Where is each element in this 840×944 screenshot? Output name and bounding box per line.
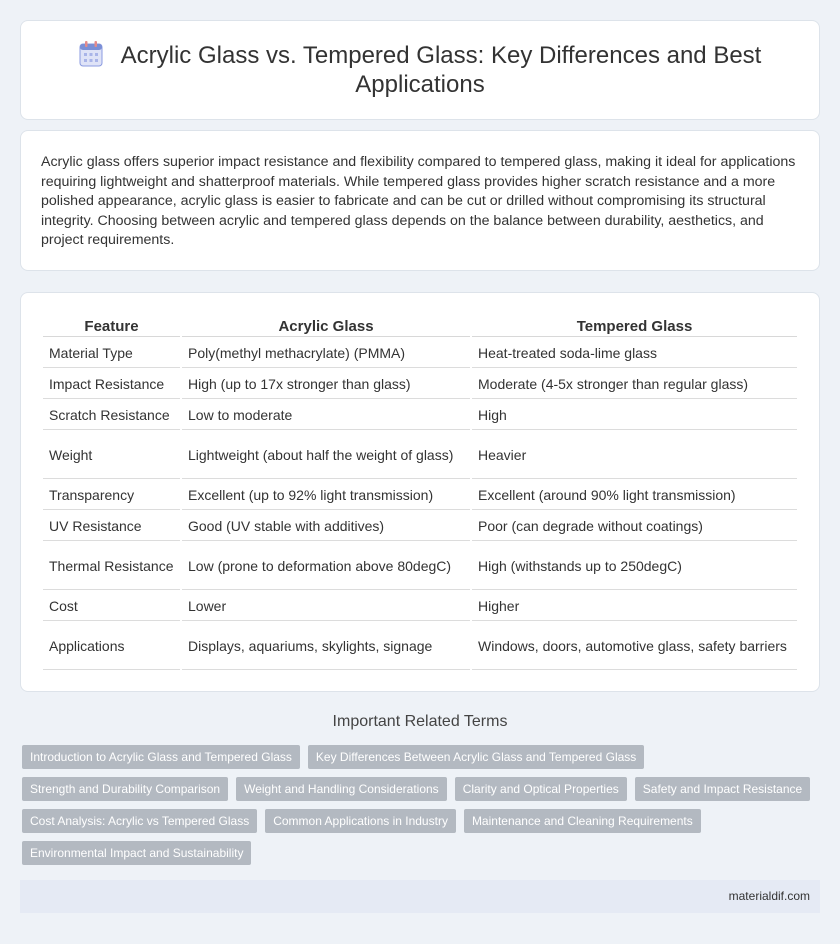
title-card bbox=[20, 20, 820, 120]
page-title bbox=[61, 41, 779, 99]
cell-tempered: Excellent (around 90% light transmission) bbox=[472, 481, 797, 510]
cell-acrylic: Low to moderate bbox=[182, 401, 470, 430]
cell-acrylic: Lightweight (about half the weight of glass) bbox=[182, 432, 470, 479]
header-acrylic: Acrylic Glass bbox=[182, 317, 470, 337]
cell-feature: Material Type bbox=[43, 339, 180, 368]
table-header-row bbox=[43, 317, 797, 337]
cell-tempered: High (withstands up to 250degC) bbox=[472, 543, 797, 590]
related-term-tag[interactable]: Strength and Durability Comparison bbox=[22, 777, 228, 801]
calendar-icon bbox=[79, 41, 103, 67]
header-tempered: Tempered Glass bbox=[472, 317, 797, 337]
cell-acrylic: Excellent (up to 92% light transmission) bbox=[182, 481, 470, 510]
summary-card bbox=[20, 130, 820, 271]
cell-acrylic: Lower bbox=[182, 592, 470, 621]
comparison-card bbox=[20, 292, 820, 692]
cell-tempered: Moderate (4-5x stronger than regular glass) bbox=[472, 370, 797, 399]
summary-text: Acrylic glass offers superior impact resistance and flexibility compared to tempered glass, making it ideal for applications requiring lightweight and shatterproof materials. While tempered glass provides higher scratch resistance and a more polished appearance, acrylic glass is easier to fabricate and can be cut or drilled without compromising its structural integrity. Choosing between acrylic and tempered glass depends on the balance between durability, aesthetics, and project requirements. bbox=[41, 154, 796, 249]
cell-tempered: Windows, doors, automotive glass, safety barriers bbox=[472, 623, 797, 670]
cell-feature: Thermal Resistance bbox=[43, 543, 180, 590]
cell-feature: Impact Resistance bbox=[43, 370, 180, 399]
cell-acrylic: Displays, aquariums, skylights, signage bbox=[182, 623, 470, 670]
table-row bbox=[43, 339, 797, 368]
table-row bbox=[43, 481, 797, 510]
table-row bbox=[43, 401, 797, 430]
cell-tempered: Heat-treated soda-lime glass bbox=[472, 339, 797, 368]
footer bbox=[20, 880, 820, 913]
related-terms-list bbox=[22, 745, 822, 873]
related-term-tag[interactable]: Environmental Impact and Sustainability bbox=[22, 841, 251, 865]
cell-feature: Scratch Resistance bbox=[43, 401, 180, 430]
tag-row bbox=[22, 745, 822, 769]
cell-acrylic: Poly(methyl methacrylate) (PMMA) bbox=[182, 339, 470, 368]
related-term-tag[interactable]: Clarity and Optical Properties bbox=[455, 777, 627, 801]
tag-row bbox=[22, 841, 822, 865]
related-term-tag[interactable]: Introduction to Acrylic Glass and Tempered Glass bbox=[22, 745, 300, 769]
header-feature: Feature bbox=[43, 317, 180, 337]
table-row bbox=[43, 623, 797, 670]
cell-feature: UV Resistance bbox=[43, 512, 180, 541]
comparison-table bbox=[41, 315, 799, 672]
related-term-tag[interactable]: Maintenance and Cleaning Requirements bbox=[464, 809, 701, 833]
related-terms-heading: Important Related Terms bbox=[332, 713, 508, 730]
table-row bbox=[43, 370, 797, 399]
cell-feature: Transparency bbox=[43, 481, 180, 510]
related-term-tag[interactable]: Key Differences Between Acrylic Glass and Tempered Glass bbox=[308, 745, 644, 769]
table-row bbox=[43, 592, 797, 621]
cell-tempered: Poor (can degrade without coatings) bbox=[472, 512, 797, 541]
page-title-text: Acrylic Glass vs. Tempered Glass: Key Differences and Best Applications bbox=[120, 42, 762, 98]
cell-feature: Applications bbox=[43, 623, 180, 670]
footer-site[interactable]: materialdif.com bbox=[728, 889, 810, 903]
related-term-tag[interactable]: Weight and Handling Considerations bbox=[236, 777, 447, 801]
cell-tempered: High bbox=[472, 401, 797, 430]
cell-acrylic: High (up to 17x stronger than glass) bbox=[182, 370, 470, 399]
tag-row bbox=[22, 809, 822, 833]
tag-row bbox=[22, 777, 822, 801]
cell-acrylic: Good (UV stable with additives) bbox=[182, 512, 470, 541]
table-row bbox=[43, 543, 797, 590]
cell-feature: Cost bbox=[43, 592, 180, 621]
table-row bbox=[43, 512, 797, 541]
related-term-tag[interactable]: Safety and Impact Resistance bbox=[635, 777, 810, 801]
related-term-tag[interactable]: Common Applications in Industry bbox=[265, 809, 456, 833]
cell-feature: Weight bbox=[43, 432, 180, 479]
related-term-tag[interactable]: Cost Analysis: Acrylic vs Tempered Glass bbox=[22, 809, 257, 833]
cell-acrylic: Low (prone to deformation above 80degC) bbox=[182, 543, 470, 590]
cell-tempered: Heavier bbox=[472, 432, 797, 479]
table-row bbox=[43, 432, 797, 479]
cell-tempered: Higher bbox=[472, 592, 797, 621]
